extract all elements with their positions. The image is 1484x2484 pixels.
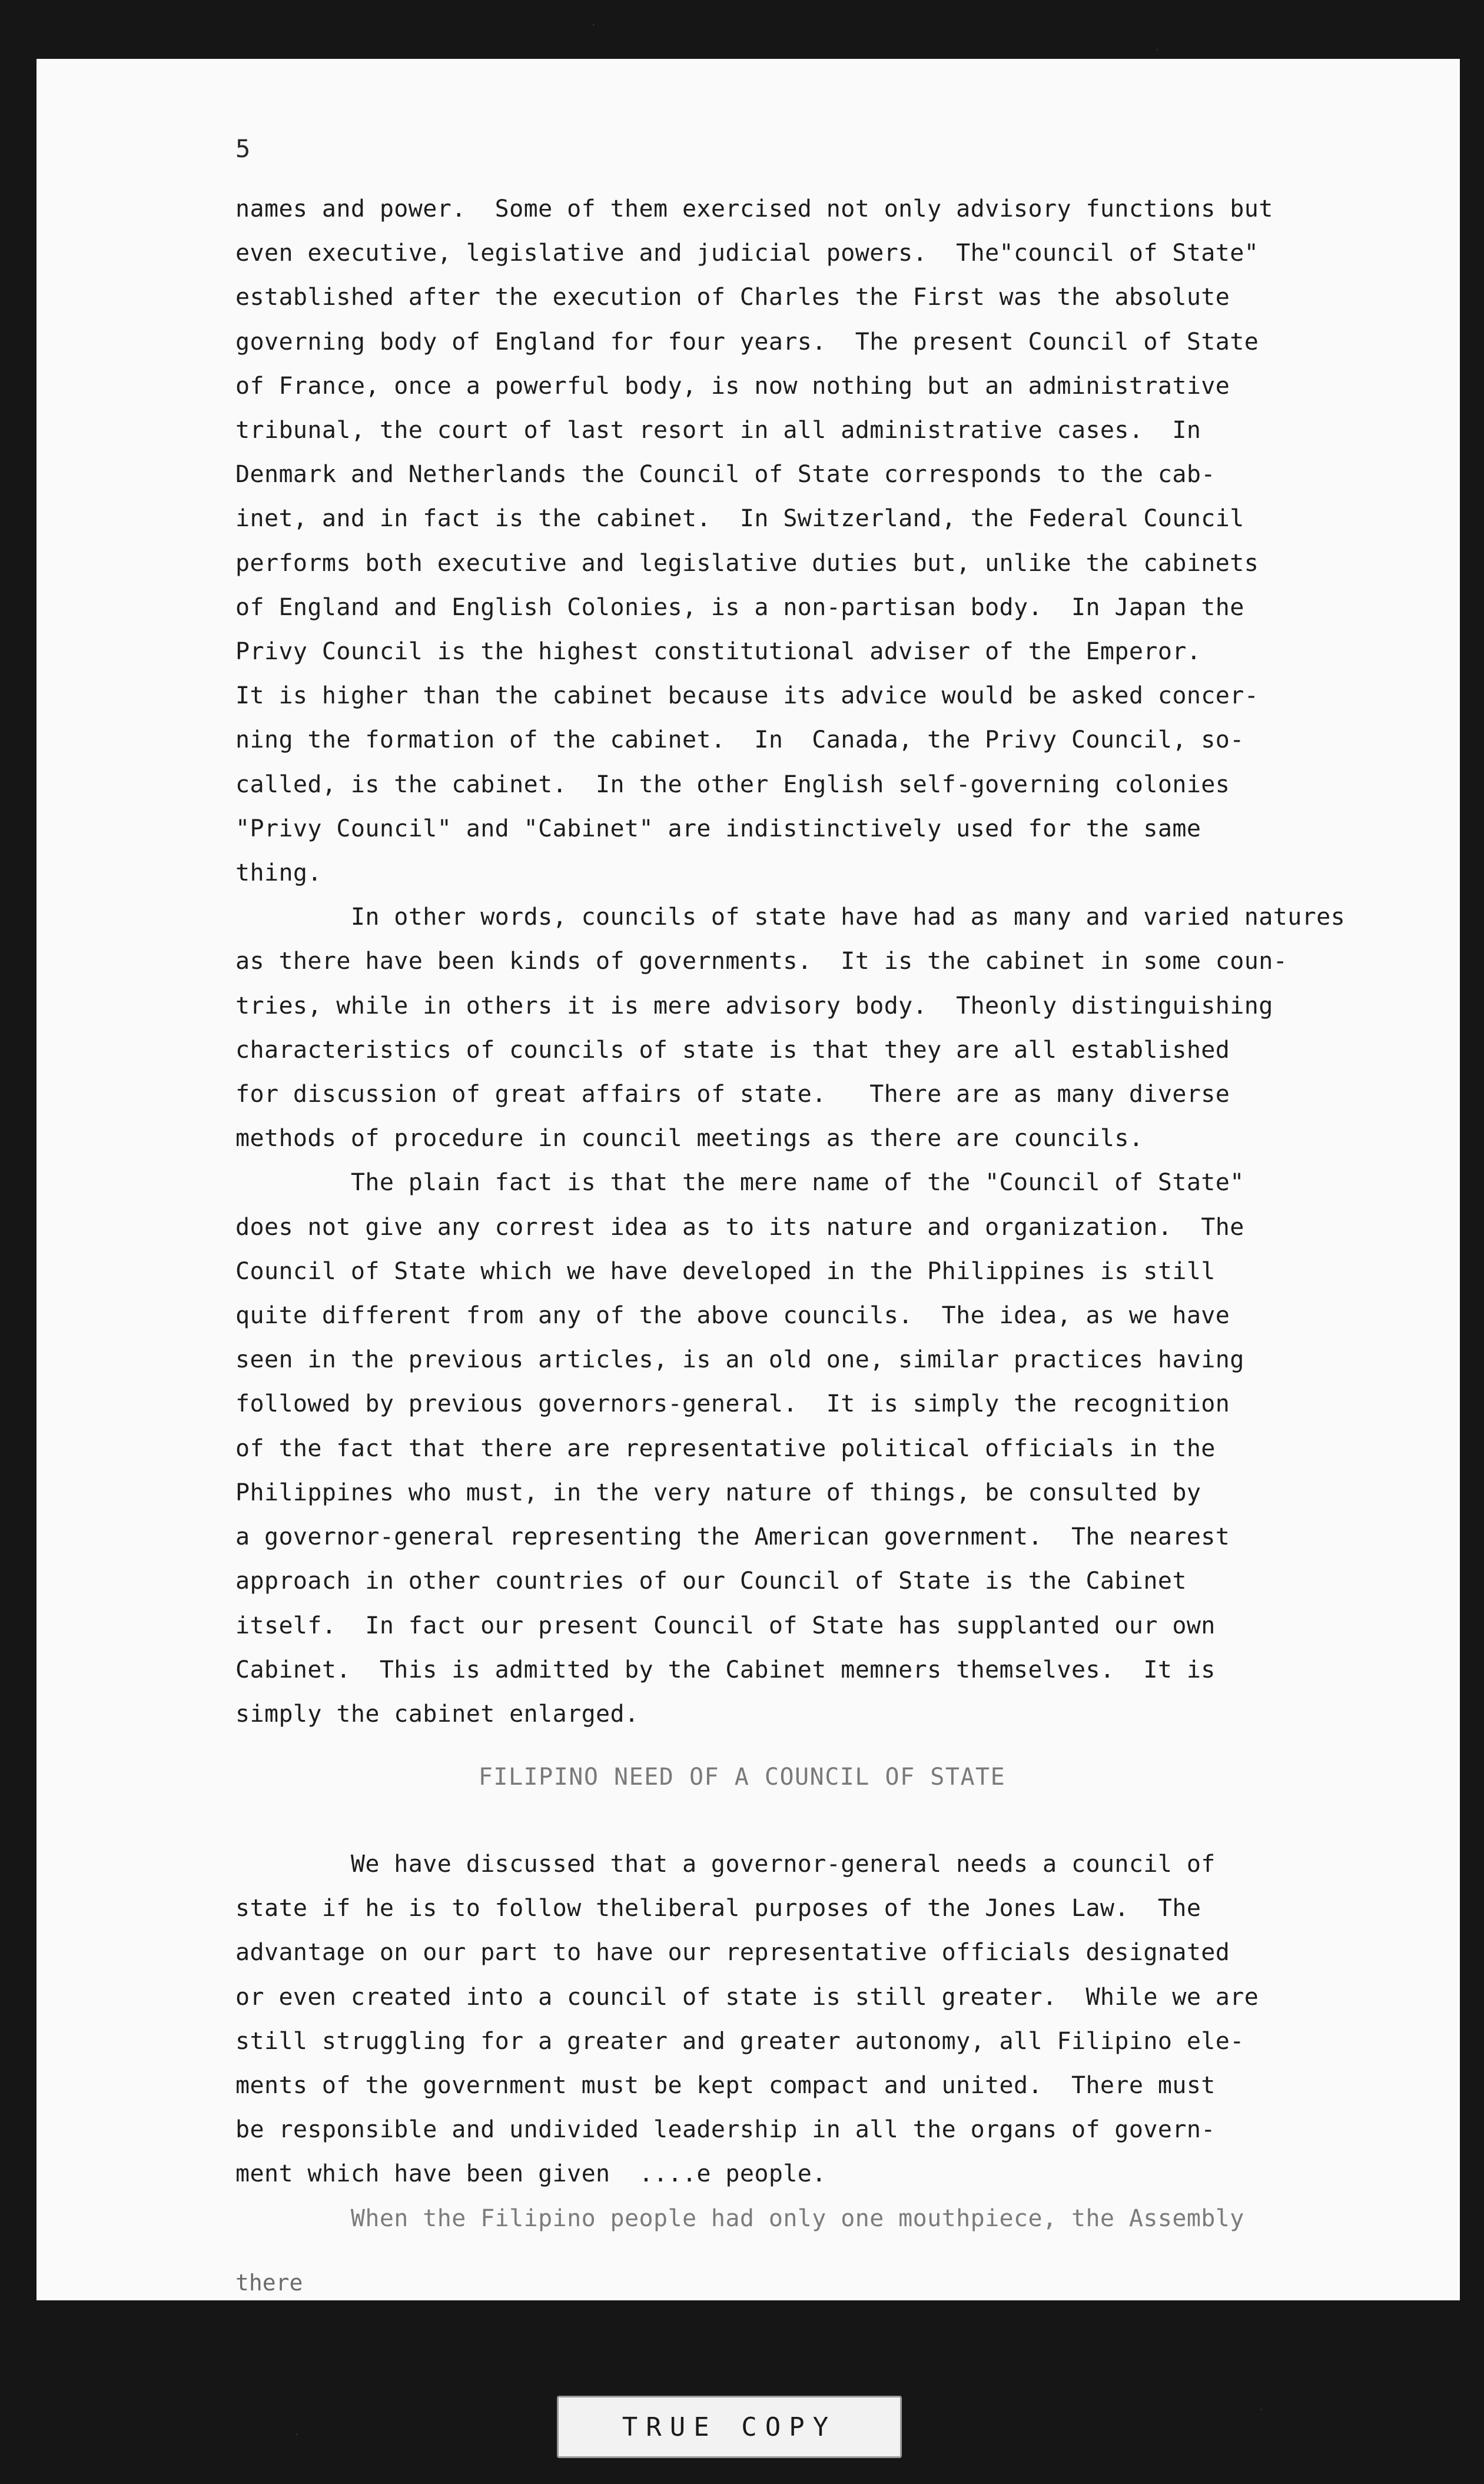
- section-heading: FILIPINO NEED OF A COUNCIL OF STATE: [478, 1764, 1006, 1791]
- text-line: "Privy Council" and "Cabinet" are indistinctively used for the same: [235, 815, 1201, 842]
- text-line: advantage on our part to have our representative officials designated: [235, 1939, 1230, 1967]
- text-line: state if he is to follow theliberal purposes of the Jones Law. The: [235, 1895, 1201, 1922]
- text-line: even executive, legislative and judicial powers. The"council of State": [235, 240, 1259, 267]
- text-line: called, is the cabinet. In the other English self-governing colonies: [235, 771, 1230, 798]
- section-text: [235, 1842, 1354, 2241]
- text-line: ments of the government must be kept compact and united. There must: [235, 2072, 1216, 2100]
- body-text: [235, 187, 1354, 1736]
- text-line: of the fact that there are representative political officials in the: [235, 1434, 1216, 1462]
- text-line: for discussion of great affairs of state. There are as many diverse: [235, 1081, 1230, 1108]
- text-line: be responsible and undivided leadership in all the organs of govern-: [235, 2116, 1216, 2144]
- text-line: as there have been kinds of governments. It is the cabinet in some coun-: [235, 948, 1288, 975]
- text-line: of France, once a powerful body, is now nothing but an administrative: [235, 372, 1230, 400]
- text-line: seen in the previous articles, is an old one, similar practices having: [235, 1346, 1244, 1374]
- text-line: tries, while in others it is mere advisory body. Theonly distinguishing: [235, 992, 1273, 1019]
- text-line: Council of State which we have developed in the Philippines is still: [235, 1257, 1216, 1285]
- text-line: still struggling for a greater and greater autonomy, all Filipino ele-: [235, 2027, 1244, 2055]
- text-line: Philippines who must, in the very nature of things, be consulted by: [235, 1479, 1201, 1506]
- page-number: 5: [235, 134, 251, 163]
- text-line: of England and English Colonies, is a non-partisan body. In Japan the: [235, 593, 1244, 621]
- text-line: or even created into a council of state is still greater. While we are: [235, 1983, 1259, 2011]
- text-line: approach in other countries of our Council of State is the Cabinet: [235, 1568, 1187, 1595]
- text-line: quite different from any of the above councils. The idea, as we have: [235, 1302, 1230, 1330]
- text-line: performs both executive and legislative duties but, unlike the cabinets: [235, 549, 1259, 577]
- text-line: It is higher than the cabinet because its advice would be asked concer-: [235, 682, 1259, 710]
- text-line: ment which have been given ....e people.: [235, 2160, 826, 2188]
- text-line: methods of procedure in council meetings as there are councils.: [235, 1125, 1144, 1153]
- text-line: characteristics of councils of state is that they are all established: [235, 1036, 1230, 1064]
- text-line: established after the execution of Charles the First was the absolute: [235, 284, 1230, 311]
- text-line: itself. In fact our present Council of State has supplanted our own: [235, 1612, 1216, 1639]
- text-line: Privy Council is the highest constitutional adviser of the Emperor.: [235, 638, 1201, 666]
- text-line: a governor-general representing the American government. The nearest: [235, 1523, 1230, 1551]
- text-line: followed by previous governors-general. It is simply the recognition: [235, 1390, 1230, 1418]
- text-line: Denmark and Netherlands the Council of State corresponds to the cab-: [235, 461, 1216, 489]
- text-line: governing body of England for four years. The present Council of State: [235, 328, 1259, 356]
- catchword: there: [235, 2270, 303, 2296]
- true-copy-stamp: TRUE COPY: [557, 2396, 902, 2458]
- text-line: does not give any correst idea as to its nature and organization. The: [235, 1213, 1244, 1241]
- text-line: inet, and in fact is the cabinet. In Switzerland, the Federal Council: [235, 505, 1244, 533]
- text-line: In other words, councils of state have had as many and varied natures: [235, 904, 1346, 931]
- text-line: thing.: [235, 859, 322, 887]
- text-line: simply the cabinet enlarged.: [235, 1700, 639, 1728]
- text-line: We have discussed that a governor-general needs a council of: [235, 1851, 1216, 1878]
- text-line: The plain fact is that the mere name of the "Council of State": [235, 1169, 1244, 1197]
- text-line: ning the formation of the cabinet. In Canada, the Privy Council, so-: [235, 726, 1244, 754]
- text-line: names and power. Some of them exercised not only advisory functions but: [235, 195, 1273, 223]
- text-line: When the Filipino people had only one mouthpiece, the Assembly: [235, 2204, 1244, 2232]
- text-line: tribunal, the court of last resort in all administrative cases. In: [235, 417, 1201, 444]
- text-line: Cabinet. This is admitted by the Cabinet memners themselves. It is: [235, 1656, 1216, 1683]
